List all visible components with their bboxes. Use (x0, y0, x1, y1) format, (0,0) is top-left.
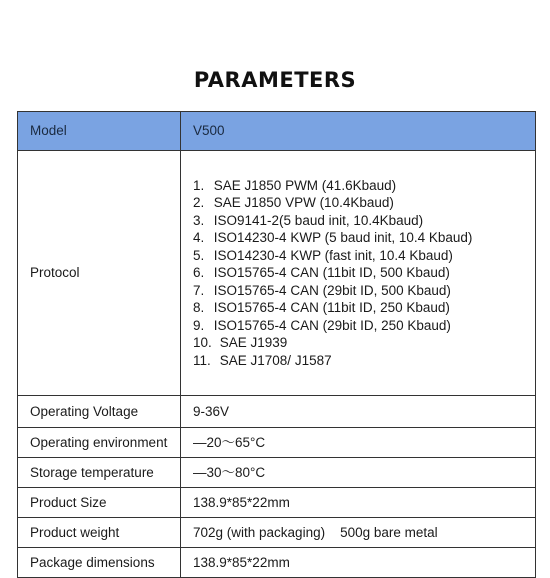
protocol-item-text: ISO15765-4 CAN (29bit ID, 500 Kbaud) (213, 282, 451, 298)
protocol-item (193, 229, 535, 247)
model-label: Model (18, 112, 181, 151)
table-row (18, 396, 536, 428)
product-weight-label: Product weight (18, 518, 181, 548)
table-row (18, 518, 536, 548)
protocol-item-number: 1. (193, 177, 205, 193)
protocol-item-text: ISO15765-4 CAN (11bit ID, 500 Kbaud) (213, 265, 450, 281)
protocol-item-number: 10. (193, 335, 212, 351)
protocol-item (193, 352, 535, 370)
operating-voltage-label: Operating Voltage (18, 396, 181, 428)
product-weight-value: 702g (with packaging) 500g bare metal (181, 518, 536, 548)
protocol-item (193, 177, 535, 195)
protocol-value (181, 151, 536, 396)
protocol-item-text: SAE J1850 PWM (41.6Kbaud) (213, 177, 397, 193)
protocol-item-number: 8. (193, 300, 205, 316)
protocol-item-text: SAE J1708/ J1587 (219, 352, 332, 368)
protocol-item-text: SAE J1850 VPW (10.4Kbaud) (213, 195, 394, 211)
protocol-item-number: 4. (193, 230, 205, 246)
parameters-table (17, 111, 536, 578)
table-row (18, 428, 536, 458)
page-title: PARAMETERS (193, 68, 357, 92)
product-size-label: Product Size (18, 488, 181, 518)
protocol-item (193, 264, 535, 282)
protocol-list (193, 177, 535, 370)
protocol-item-text: ISO9141-2(5 baud init, 10.4Kbaud) (213, 212, 424, 228)
table-header-row (18, 112, 536, 151)
product-size-value: 138.9*85*22mm (181, 488, 536, 518)
protocol-item-number: 9. (193, 317, 205, 333)
storage-temperature-value: —30～80°C (181, 458, 536, 488)
table-row (18, 458, 536, 488)
protocol-row (18, 151, 536, 396)
protocol-item-number: 2. (193, 195, 205, 211)
protocol-item-number: 5. (193, 247, 205, 263)
protocol-item-text: ISO14230-4 KWP (fast init, 10.4 Kbaud) (213, 247, 453, 263)
package-dimensions-label: Package dimensions (18, 548, 181, 578)
protocol-label: Protocol (18, 151, 181, 396)
package-dimensions-value: 138.9*85*22mm (181, 548, 536, 578)
operating-environment-label: Operating environment (18, 428, 181, 458)
protocol-item-text: SAE J1939 (219, 335, 288, 351)
model-value: V500 (181, 112, 536, 151)
protocol-item-text: ISO15765-4 CAN (11bit ID, 250 Kbaud) (213, 300, 450, 316)
protocol-item (193, 194, 535, 212)
protocol-item-text: ISO14230-4 KWP (5 baud init, 10.4 Kbaud) (213, 230, 473, 246)
operating-environment-value: —20～65°C (181, 428, 536, 458)
protocol-item-text: ISO15765-4 CAN (29bit ID, 250 Kbaud) (213, 317, 451, 333)
protocol-item (193, 317, 535, 335)
protocol-item (193, 247, 535, 265)
protocol-item (193, 299, 535, 317)
protocol-item-number: 3. (193, 212, 205, 228)
operating-voltage-value: 9-36V (181, 396, 536, 428)
table-row (18, 548, 536, 578)
protocol-item-number: 7. (193, 282, 205, 298)
protocol-item (193, 282, 535, 300)
storage-temperature-label: Storage temperature (18, 458, 181, 488)
protocol-item (193, 212, 535, 230)
protocol-item-number: 11. (193, 352, 211, 368)
table-row (18, 488, 536, 518)
protocol-item (193, 334, 535, 352)
protocol-item-number: 6. (193, 265, 205, 281)
